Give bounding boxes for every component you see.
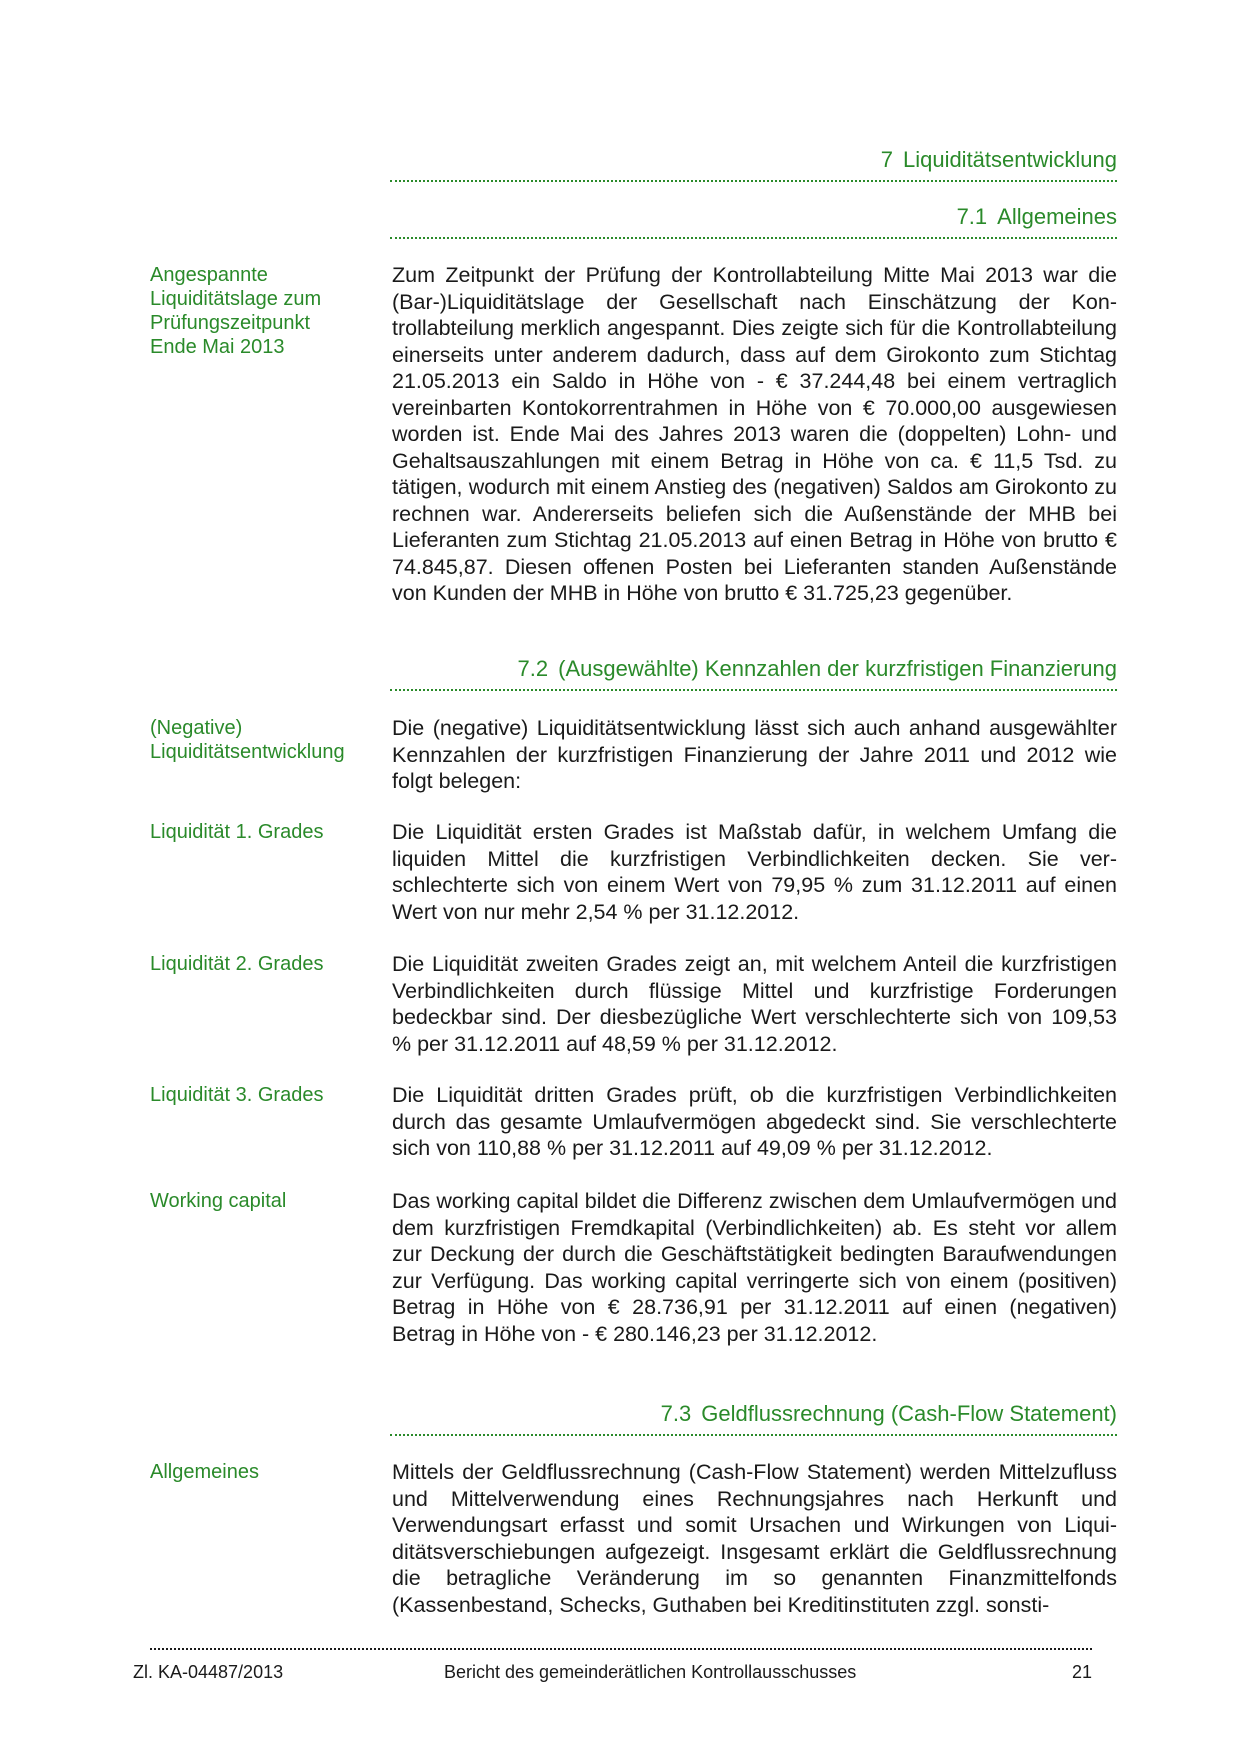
footer-divider	[150, 1648, 1092, 1650]
margin-note-negative-entwicklung: (Negative) Liquiditätsentwicklung	[150, 717, 345, 763]
section-heading-7-1	[390, 203, 1117, 239]
paragraph-liquiditaet-3: Die Liquidität dritten Grades prüft, ob die kurzfristigen Verbindlichkeiten durch das gesamte Umlaufvermögen abgedeckt sind. Sie verschlechterte sich von 110,88 % per 31.12.2011 auf 49,09 % per 31.12.2012.	[392, 1083, 1117, 1160]
margin-note-liquiditaet-2: Liquidität 2. Grades	[150, 953, 324, 975]
footer-title: Bericht des gemeinderätlichen Kontrollausschusses	[444, 1662, 857, 1682]
margin-note-liquiditaet-1: Liquidität 1. Grades	[150, 821, 324, 843]
page-number: 21	[1071, 1662, 1092, 1682]
section-number: 7.1	[956, 204, 988, 229]
paragraph-liquiditaet-1: Die Liquidität ersten Grades ist Maßstab dafür, in welchem Umfang die liquiden Mittel die kurzfristigen Verbindlichkeiten decken. Sie verschlechterte sich von einem Wert von 79,95 % zum 31.12.2011 auf einen Wert von nur mehr 2,54 % per 31.12.2012.	[392, 820, 1117, 924]
section-heading-7-3	[390, 1400, 1117, 1436]
paragraph-negative-entwicklung: Die (negative) Liquiditätsentwicklung lässt sich auch anhand ausgewählter Kennzahlen der kurzfristigen Finanzierung der Jahre 2011 und 2012 wie folgt belegen:	[392, 716, 1117, 793]
margin-note-liquiditaet-3: Liquidität 3. Grades	[150, 1084, 324, 1106]
footer-reference: Zl. KA-04487/2013	[133, 1662, 284, 1682]
chapter-heading	[390, 146, 1117, 182]
chapter-number: 7	[880, 147, 893, 172]
paragraph-liquiditaet-2: Die Liquidität zweiten Grades zeigt an, mit welchem Anteil die kurzfristigen Verbindlichkeiten durch flüssige Mittel und kurzfristige Forderungen bedeckbar sind. Der diesbezügliche Wert verschlechterte sich von 109,53 % per 31.12.2011 auf 48,59 % per 31.12.2012.	[392, 952, 1117, 1056]
section-heading-7-2	[390, 655, 1117, 691]
section-title: (Ausgewählte) Kennzahlen der kurzfristigen Finanzierung	[558, 656, 1117, 681]
margin-note-working-capital: Working capital	[150, 1190, 287, 1212]
section-number: 7.3	[660, 1401, 692, 1426]
section-title: Allgemeines	[997, 204, 1117, 229]
paragraph-working-capital: Das working capital bildet die Differenz zwischen dem Umlaufvermögen und dem kurzfristigen Fremdkapital (Verbindlichkeiten) ab. Es steht vor allem zur Deckung der durch die Geschäftstätigkeit bedingten Baraufwendungen zur Verfügung. Das working capital verringerte sich von einem (positiven) Betrag in Höhe von € 28.736,91 per 31.12.2011 auf einen (negativen) Betrag in Höhe von - € 280.146,23 per 31.12.2012.	[392, 1189, 1117, 1346]
section-title: Geldflussrechnung (Cash-Flow Statement)	[701, 1401, 1117, 1426]
paragraph-liquiditaetslage: Zum Zeitpunkt der Prüfung der Kontrollabteilung Mitte Mai 2013 war die (Bar-)Liquiditätslage der Gesellschaft nach Einschätzung der Kontrollabteilung merklich angespannt. Dies zeigte sich für die Kontrollabteilung einerseits unter anderem dadurch, dass auf dem Girokonto zum Stichtag 21.05.2013 ein Saldo in Höhe von - € 37.244,48 bei einem vertraglich vereinbarten Kontokorrentrahmen in Höhe von € 70.000,00 ausgewiesen worden ist. Ende Mai des Jahres 2013 waren die (doppelten) Lohn- und Gehaltsauszahlungen mit einem Betrag in Höhe von ca. € 11,5 Tsd. zu tätigen, wodurch mit einem Anstieg des (negativen) Saldos am Girokonto zu rechnen war. Andererseits beliefen sich die Außenstände der MHB bei Lieferanten zum Stichtag 21.05.2013 auf einen Betrag in Höhe von brutto € 74.845,87. Diesen offenen Posten bei Lieferanten standen Außenstände von Kunden der MHB in Höhe von brutto € 31.725,23 gegenüber.	[392, 263, 1117, 605]
section-number: 7.2	[517, 656, 549, 681]
chapter-title: Liquiditätsentwicklung	[902, 147, 1117, 172]
margin-note-allgemeines: Allgemeines	[150, 1461, 259, 1483]
paragraph-geldflussrechnung: Mittels der Geldflussrechnung (Cash-Flow Statement) werden Mittelzufluss und Mittelverwendung eines Rechnungsjahres nach Herkunft und Verwendungsart erfasst und somit Ursachen und Wirkungen von Liquiditätsverschiebungen aufgezeigt. Insgesamt erklärt die Geldflussrechnung die betragliche Veränderung im so genannten Finanzmittelfonds (Kassenbestand, Schecks, Guthaben bei Kreditinstituten zzgl. sonsti-	[392, 1460, 1117, 1617]
margin-note-liquiditaetslage: Angespannte Liquiditätslage zum Prüfungszeitpunkt Ende Mai 2013	[150, 264, 322, 358]
